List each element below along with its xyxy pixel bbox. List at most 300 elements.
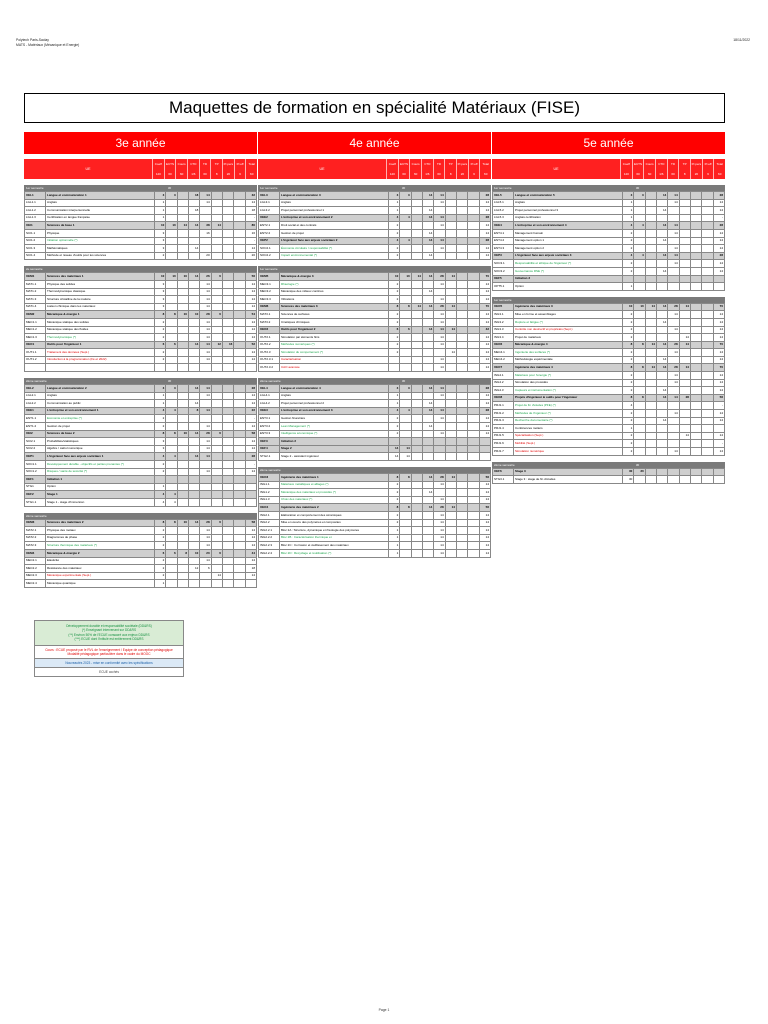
course-label: Conférences métiers bbox=[514, 425, 623, 433]
semester-bar bbox=[492, 185, 725, 191]
course-value bbox=[702, 440, 713, 448]
course-value bbox=[713, 476, 724, 484]
course-code: PRJ1.1 bbox=[493, 402, 514, 410]
course-value bbox=[702, 207, 713, 215]
year-total-value: 20 bbox=[222, 169, 234, 179]
course-row bbox=[493, 476, 725, 484]
ue-row bbox=[259, 385, 491, 393]
course-row bbox=[259, 311, 491, 319]
course-value: 14 bbox=[200, 303, 211, 311]
course-value bbox=[177, 423, 188, 431]
course-value bbox=[702, 372, 713, 380]
course-value: 14 bbox=[422, 423, 433, 431]
course-value bbox=[234, 407, 245, 415]
course-value bbox=[177, 245, 188, 253]
semester-total bbox=[690, 185, 702, 191]
course-value: 14 bbox=[434, 222, 445, 230]
course-value: - bbox=[245, 415, 256, 423]
column-header: ECTS bbox=[164, 159, 176, 169]
course-value: 14 bbox=[434, 341, 445, 349]
course-value: 14 bbox=[713, 410, 724, 418]
course-value: 14 bbox=[422, 192, 433, 200]
course-code: SCI1.3 bbox=[25, 245, 46, 253]
course-row bbox=[259, 334, 491, 342]
course-value: 8 bbox=[166, 311, 177, 319]
course-value: 1 bbox=[389, 199, 400, 207]
course-label: Stage 2 bbox=[280, 445, 389, 453]
course-value bbox=[645, 245, 656, 253]
course-label: Langue et communication 2 bbox=[46, 385, 155, 393]
course-value: 14 bbox=[656, 303, 667, 311]
course-value bbox=[702, 252, 713, 260]
course-value: 14 bbox=[245, 392, 256, 400]
course-value bbox=[234, 364, 245, 372]
course-value bbox=[422, 438, 433, 446]
course-label: Structure cristalline de la matière bbox=[46, 296, 155, 304]
course-value bbox=[177, 407, 188, 415]
ue-row bbox=[25, 407, 257, 415]
year-column bbox=[258, 132, 491, 558]
course-value bbox=[222, 498, 233, 506]
course-value bbox=[656, 476, 667, 484]
course-value bbox=[222, 392, 233, 400]
course-value: 10 bbox=[188, 311, 199, 319]
course-value bbox=[411, 496, 422, 504]
course-value bbox=[211, 326, 222, 334]
course-value bbox=[222, 245, 233, 253]
course-value bbox=[234, 580, 245, 588]
legend-green-3: (***) ECUE dont l'intitulé est entièrement DD&RS bbox=[74, 637, 144, 642]
course-value bbox=[422, 341, 433, 349]
semester-total bbox=[386, 378, 398, 384]
course-value: 3 bbox=[155, 192, 166, 200]
course-value bbox=[445, 318, 456, 326]
course-row bbox=[25, 214, 257, 222]
course-value: 1 bbox=[155, 207, 166, 215]
course-value bbox=[188, 296, 199, 304]
course-value bbox=[411, 192, 422, 200]
course-value: 4 bbox=[623, 252, 634, 260]
course-value bbox=[411, 199, 422, 207]
course-value: 1 bbox=[623, 207, 634, 215]
year-total-value: 60 bbox=[245, 169, 257, 179]
course-value: 14 bbox=[479, 542, 490, 550]
course-value: 70 bbox=[713, 341, 724, 349]
course-value: 8 bbox=[400, 504, 411, 512]
course-value: 14 bbox=[479, 534, 490, 542]
course-value bbox=[177, 527, 188, 535]
course-value bbox=[166, 392, 177, 400]
course-code: OPT5.1 bbox=[493, 283, 514, 291]
course-value bbox=[422, 356, 433, 364]
course-value bbox=[634, 311, 645, 319]
course-value bbox=[690, 303, 701, 311]
course-value bbox=[400, 288, 411, 296]
course-value: 14 bbox=[200, 445, 211, 453]
course-value bbox=[222, 207, 233, 215]
course-value: 14 bbox=[434, 334, 445, 342]
course-label: Option bbox=[46, 483, 155, 491]
course-value bbox=[468, 199, 479, 207]
legend-green-1: (*) Enseignant intervenant sur DD&RS bbox=[81, 628, 137, 633]
course-value: 2 bbox=[389, 318, 400, 326]
course-value bbox=[211, 392, 222, 400]
course-value: 14 bbox=[713, 448, 724, 456]
course-value bbox=[188, 252, 199, 260]
course-label: Mécanique & énergie 3 bbox=[280, 273, 389, 281]
course-label: L'ingénieur face aux enjeux sociétaux 2 bbox=[280, 237, 389, 245]
course-label: Bloc 2D : Récyclage et réutilisation (*) bbox=[280, 549, 389, 557]
course-value: 6 bbox=[211, 549, 222, 557]
course-value bbox=[411, 318, 422, 326]
course-code: SOC1.2 bbox=[25, 468, 46, 476]
course-value bbox=[445, 192, 456, 200]
course-value: 14 bbox=[200, 318, 211, 326]
course-value: 14 bbox=[479, 229, 490, 237]
course-value: 14 bbox=[445, 303, 456, 311]
course-value bbox=[234, 445, 245, 453]
course-value: 4 bbox=[634, 252, 645, 260]
course-value bbox=[200, 476, 211, 484]
course-value bbox=[200, 491, 211, 499]
course-label: Sciences de surfaces bbox=[280, 311, 389, 319]
column-header: Coeff bbox=[386, 159, 398, 169]
course-value: 3 bbox=[155, 445, 166, 453]
course-value: 14 bbox=[434, 430, 445, 438]
course-value: 6 bbox=[211, 430, 222, 438]
ue-row bbox=[493, 303, 725, 311]
course-value: 6 bbox=[166, 549, 177, 557]
course-value bbox=[456, 527, 467, 535]
course-row bbox=[25, 423, 257, 431]
course-label: Mécanique & énergie 1 bbox=[46, 311, 155, 319]
course-row bbox=[493, 283, 725, 291]
course-value: 14 bbox=[188, 453, 199, 461]
course-value bbox=[468, 341, 479, 349]
ue-row bbox=[25, 491, 257, 499]
course-value: 3 bbox=[389, 385, 400, 393]
course-value bbox=[177, 468, 188, 476]
course-table bbox=[24, 384, 257, 507]
course-value: 14 bbox=[479, 296, 490, 304]
course-value: 28 bbox=[200, 519, 211, 527]
course-code: UEM4 bbox=[25, 549, 46, 557]
course-value: 28 bbox=[434, 474, 445, 482]
course-value bbox=[456, 318, 467, 326]
course-row bbox=[25, 245, 257, 253]
legend-green-title: Développement durable et responsabilité sociétale (DD&RS) bbox=[66, 624, 152, 628]
course-value bbox=[211, 491, 222, 499]
course-code: OUT2.3.1 bbox=[259, 356, 280, 364]
course-value: 2 bbox=[155, 415, 166, 423]
course-value: 28 bbox=[434, 504, 445, 512]
course-value: 2 bbox=[623, 311, 634, 319]
ue-row bbox=[25, 549, 257, 557]
course-value bbox=[166, 318, 177, 326]
course-label: Stage 1 - stage d'immersion bbox=[46, 498, 155, 506]
course-value bbox=[690, 468, 701, 476]
course-code: LGL2.2 bbox=[25, 400, 46, 408]
course-value bbox=[645, 318, 656, 326]
course-value bbox=[222, 453, 233, 461]
course-value bbox=[188, 318, 199, 326]
course-value: 70 bbox=[713, 303, 724, 311]
course-value: 4 bbox=[623, 402, 634, 410]
course-value bbox=[389, 364, 400, 372]
course-value bbox=[177, 385, 188, 393]
course-value bbox=[456, 229, 467, 237]
course-value: 14 bbox=[713, 311, 724, 319]
course-value: 18 bbox=[245, 207, 256, 215]
course-value bbox=[222, 318, 233, 326]
course-value: 3 bbox=[166, 192, 177, 200]
course-value bbox=[634, 379, 645, 387]
course-value bbox=[468, 519, 479, 527]
course-value bbox=[468, 303, 479, 311]
course-value: 20 bbox=[245, 252, 256, 260]
course-value bbox=[411, 430, 422, 438]
course-value bbox=[211, 349, 222, 357]
course-label: Contrôle non destructif et propriétés (Sept.) bbox=[514, 326, 623, 334]
course-value bbox=[222, 303, 233, 311]
course-value: 8 bbox=[166, 430, 177, 438]
course-value bbox=[668, 417, 679, 425]
course-value bbox=[702, 341, 713, 349]
course-value: 58 bbox=[245, 519, 256, 527]
course-value: 4 bbox=[155, 498, 166, 506]
course-value bbox=[400, 534, 411, 542]
year-total-value: 1/6 bbox=[187, 169, 199, 179]
course-value bbox=[234, 392, 245, 400]
course-row bbox=[493, 379, 725, 387]
course-value bbox=[222, 534, 233, 542]
course-value: 14 bbox=[245, 199, 256, 207]
semester-total: 30 bbox=[167, 186, 172, 190]
course-value: 14 bbox=[679, 364, 690, 372]
course-value bbox=[690, 349, 701, 357]
course-label: Anglais bbox=[46, 199, 155, 207]
course-label: Développement durable - objectifs et parties prenantes (*) bbox=[46, 461, 155, 469]
course-row bbox=[493, 229, 725, 237]
course-value bbox=[456, 334, 467, 342]
course-value bbox=[445, 489, 456, 497]
course-value: 2 bbox=[389, 415, 400, 423]
course-value bbox=[645, 222, 656, 230]
semester-total: 30 bbox=[401, 186, 406, 190]
ue-row bbox=[493, 275, 725, 283]
course-value bbox=[445, 311, 456, 319]
course-value: 3 bbox=[155, 288, 166, 296]
course-code: MEC1.1 bbox=[25, 318, 46, 326]
course-row bbox=[25, 207, 257, 215]
semester-total bbox=[468, 378, 480, 384]
course-label: Outils pour l'ingénieur 1 bbox=[46, 341, 155, 349]
course-value bbox=[690, 237, 701, 245]
course-value bbox=[656, 440, 667, 448]
course-value bbox=[188, 334, 199, 342]
course-value bbox=[456, 214, 467, 222]
course-value bbox=[445, 334, 456, 342]
course-value: 28 bbox=[200, 311, 211, 319]
course-value bbox=[411, 311, 422, 319]
course-label: Management option 2 bbox=[514, 245, 623, 253]
course-value bbox=[234, 349, 245, 357]
course-code: UEM1 bbox=[25, 273, 46, 281]
course-value bbox=[234, 415, 245, 423]
course-code: ENT3.1 bbox=[259, 415, 280, 423]
course-value bbox=[211, 565, 222, 573]
course-value: 14 bbox=[200, 438, 211, 446]
course-value bbox=[456, 430, 467, 438]
ue-row bbox=[25, 311, 257, 319]
course-value bbox=[211, 296, 222, 304]
course-value bbox=[468, 245, 479, 253]
course-code: MEC2.3 bbox=[25, 572, 46, 580]
course-value bbox=[679, 440, 690, 448]
course-value: 8 bbox=[623, 394, 634, 402]
course-value bbox=[645, 440, 656, 448]
course-value: 2 bbox=[389, 423, 400, 431]
course-value bbox=[155, 476, 166, 484]
course-code: MEC3.1 bbox=[259, 280, 280, 288]
legend-green-2: (**) Environ 50% de l'ECUE consacré aux enjeux DD&RS bbox=[68, 632, 150, 637]
course-value: 14 bbox=[479, 364, 490, 372]
course-value bbox=[456, 519, 467, 527]
course-value bbox=[211, 192, 222, 200]
course-value: 18 bbox=[245, 565, 256, 573]
course-code: UEP1 bbox=[25, 453, 46, 461]
course-value: 3 bbox=[634, 192, 645, 200]
ue-header-label: UE bbox=[24, 159, 152, 179]
course-value bbox=[702, 379, 713, 387]
page-title: Maquettes de formation en spécialité Matériaux (FISE) bbox=[24, 93, 725, 123]
course-label: Rupture et fatigue (*) bbox=[514, 318, 623, 326]
course-value bbox=[166, 364, 177, 372]
course-value: 14 bbox=[188, 385, 199, 393]
course-value bbox=[177, 207, 188, 215]
year-total-value: 60 bbox=[175, 169, 187, 179]
course-value bbox=[177, 349, 188, 357]
course-value bbox=[400, 341, 411, 349]
course-value: 2 bbox=[623, 326, 634, 334]
column-header: TD bbox=[433, 159, 445, 169]
course-value: 10 bbox=[177, 519, 188, 527]
course-value: 14 bbox=[245, 296, 256, 304]
ue-row bbox=[259, 303, 491, 311]
course-value bbox=[679, 448, 690, 456]
course-value bbox=[645, 468, 656, 476]
course-value bbox=[177, 498, 188, 506]
course-code: UEO3 bbox=[259, 474, 280, 482]
course-value bbox=[690, 432, 701, 440]
course-value: 14 bbox=[713, 207, 724, 215]
course-value: 6 bbox=[400, 326, 411, 334]
course-table bbox=[492, 468, 725, 484]
course-value bbox=[400, 438, 411, 446]
course-label: Elaboration et comportement des céramiques bbox=[280, 511, 389, 519]
course-code: LGL1.2 bbox=[25, 207, 46, 215]
course-code: MEC2.1 bbox=[25, 557, 46, 565]
semester-total bbox=[678, 185, 690, 191]
course-value: 14 bbox=[713, 372, 724, 380]
course-value bbox=[222, 311, 233, 319]
course-value bbox=[166, 468, 177, 476]
course-value: 8 bbox=[389, 303, 400, 311]
course-value: 14 bbox=[479, 481, 490, 489]
course-value bbox=[634, 402, 645, 410]
course-value bbox=[166, 542, 177, 550]
course-value bbox=[702, 222, 713, 230]
course-value: 2 bbox=[389, 334, 400, 342]
course-value: 12 bbox=[211, 341, 222, 349]
legend-blue: Nouveautés 2023 - mise en conformité avec les spécifications bbox=[35, 658, 183, 667]
course-value bbox=[456, 199, 467, 207]
course-value bbox=[645, 410, 656, 418]
course-value: 70 bbox=[713, 364, 724, 372]
semester-total bbox=[643, 462, 655, 468]
course-code: STG1.1 bbox=[25, 498, 46, 506]
course-value: 2 bbox=[389, 349, 400, 357]
course-label: Sciences des matériaux 1 bbox=[46, 273, 155, 281]
course-value bbox=[422, 542, 433, 550]
course-code: ENT3.3 bbox=[259, 430, 280, 438]
column-header: CTD bbox=[655, 159, 667, 169]
course-value bbox=[422, 549, 433, 557]
course-value: 14 bbox=[445, 326, 456, 334]
course-value: 14 bbox=[479, 430, 490, 438]
course-value bbox=[422, 415, 433, 423]
course-value: 14 bbox=[656, 267, 667, 275]
course-value: 14 bbox=[245, 572, 256, 580]
course-value bbox=[422, 496, 433, 504]
course-value bbox=[468, 349, 479, 357]
semester-total bbox=[210, 378, 222, 384]
course-value bbox=[411, 341, 422, 349]
course-value: 14 bbox=[656, 318, 667, 326]
header-program: MATS - Matériaux (Mécanique et Energie) bbox=[16, 42, 80, 47]
course-value bbox=[456, 252, 467, 260]
course-value bbox=[468, 214, 479, 222]
course-code: UEI1 bbox=[25, 222, 46, 230]
semester-total bbox=[152, 185, 164, 191]
course-value bbox=[234, 245, 245, 253]
course-value bbox=[166, 527, 177, 535]
course-value bbox=[211, 207, 222, 215]
course-value: 28 bbox=[713, 252, 724, 260]
course-value bbox=[422, 245, 433, 253]
course-value bbox=[188, 542, 199, 550]
course-value bbox=[713, 275, 724, 283]
course-value bbox=[434, 349, 445, 357]
course-value: 44 bbox=[245, 549, 256, 557]
course-value bbox=[222, 565, 233, 573]
year-column bbox=[492, 132, 725, 484]
course-value bbox=[634, 199, 645, 207]
course-value bbox=[188, 415, 199, 423]
course-value bbox=[400, 415, 411, 423]
course-value: 14 bbox=[479, 415, 490, 423]
course-code: ENT4.2 bbox=[493, 237, 514, 245]
year-total-value: 60 bbox=[398, 169, 410, 179]
course-value: 2 bbox=[155, 252, 166, 260]
course-value bbox=[634, 267, 645, 275]
course-value bbox=[456, 542, 467, 550]
course-value bbox=[211, 498, 222, 506]
course-value: 56 bbox=[479, 504, 490, 512]
course-value bbox=[177, 461, 188, 469]
course-value: 4 bbox=[400, 407, 411, 415]
course-value: 14 bbox=[200, 534, 211, 542]
